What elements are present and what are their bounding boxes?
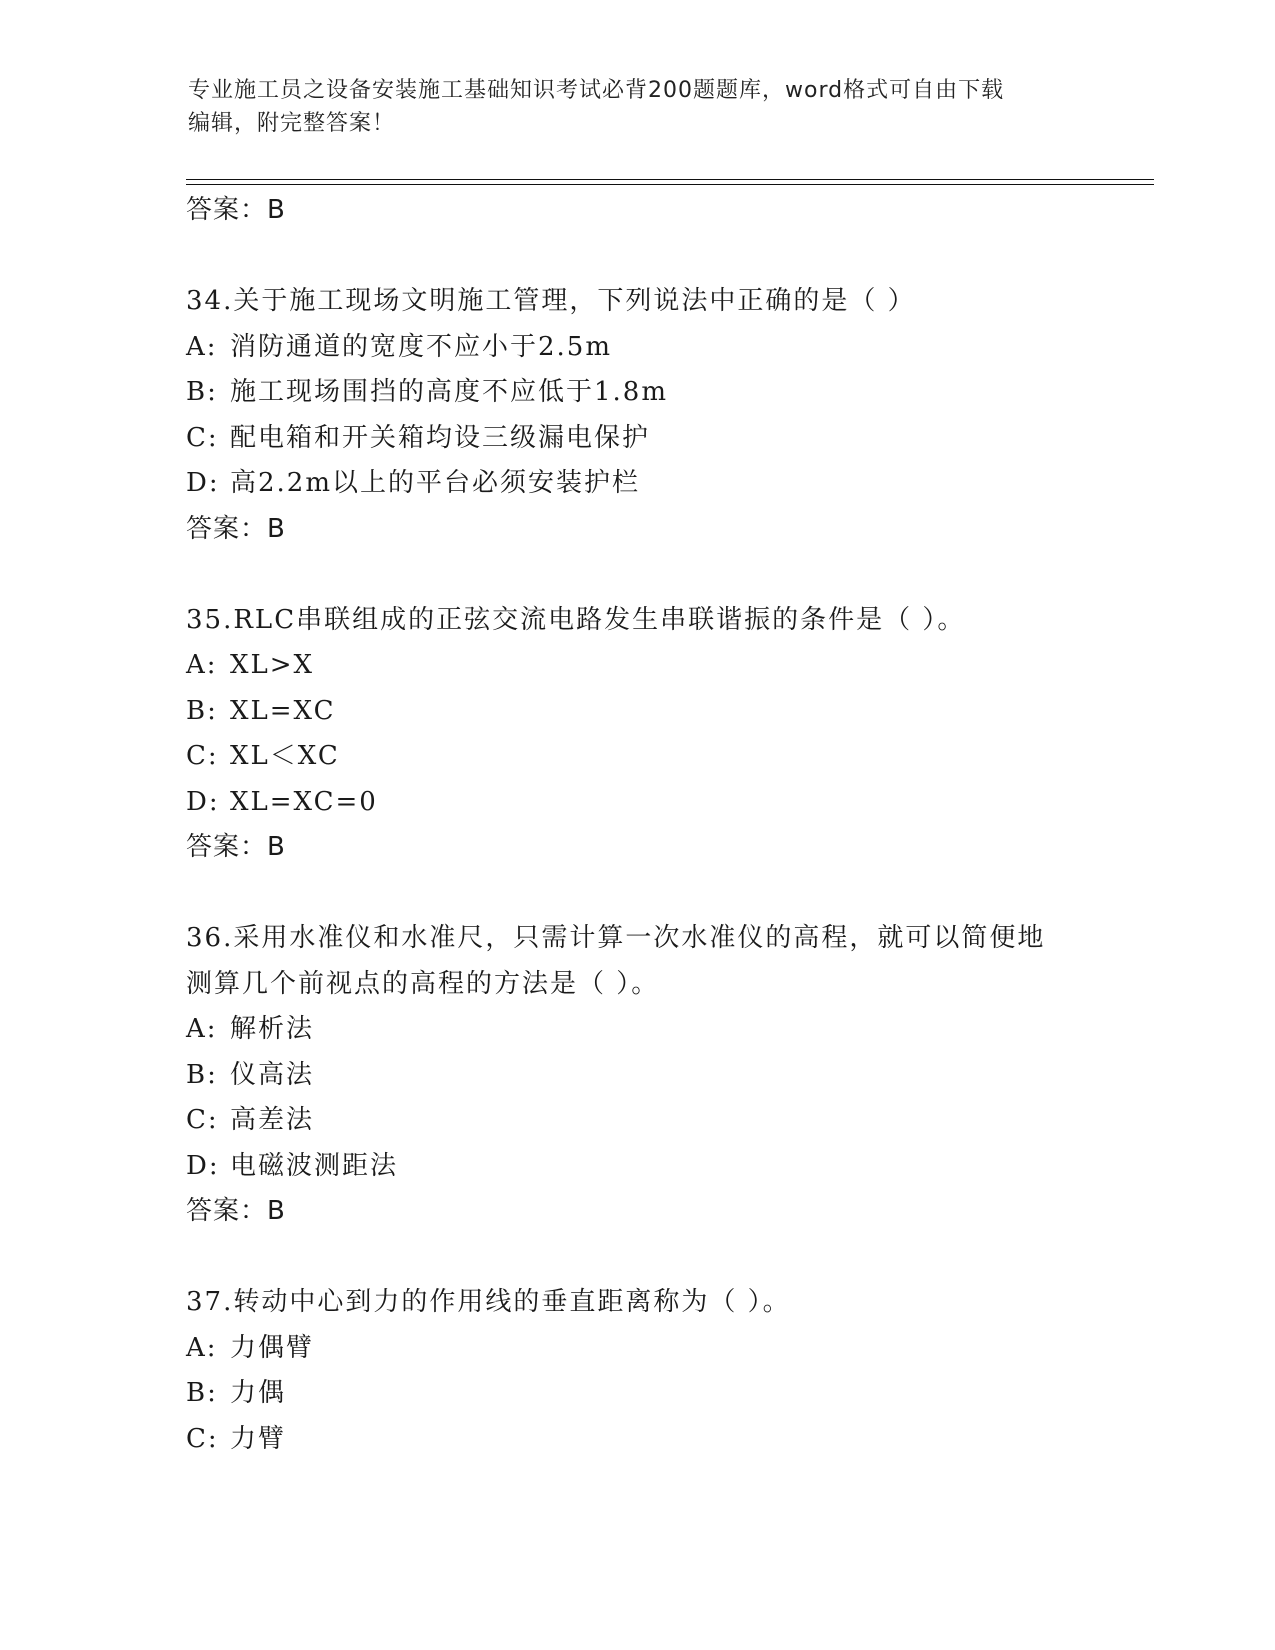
answer-line: 答案：B bbox=[186, 832, 286, 862]
header-divider-bottom bbox=[186, 184, 1154, 185]
option-item bbox=[186, 1053, 1086, 1099]
question-stem: 测算几个前视点的高程的方法是（ ）。 bbox=[186, 968, 660, 999]
option-text: 配电箱和开关箱均设三级漏电保护 bbox=[230, 422, 651, 453]
header-line-2: 编辑，附完整答案！ bbox=[188, 111, 396, 136]
question-block bbox=[186, 916, 1086, 1235]
option-text: XL=XC bbox=[230, 695, 336, 726]
option-item bbox=[186, 461, 1086, 507]
question-list bbox=[186, 188, 1086, 1462]
option-label: A: bbox=[186, 1014, 218, 1044]
option-item bbox=[186, 643, 1086, 689]
option-text: 解析法 bbox=[230, 1014, 315, 1044]
option-item bbox=[186, 780, 1086, 826]
option-label: B: bbox=[186, 1059, 218, 1090]
option-label: B: bbox=[186, 695, 218, 726]
question-stem: 34.关于施工现场文明施工管理，下列说法中正确的是（ ） bbox=[186, 286, 916, 316]
question-stem: 35.RLC串联组成的正弦交流电路发生串联谐振的条件是（ ）。 bbox=[186, 604, 966, 635]
option-text: XL>X bbox=[230, 650, 315, 680]
option-label: C: bbox=[186, 741, 219, 771]
question-stem: 37.转动中心到力的作用线的垂直距离称为（ ）。 bbox=[186, 1287, 791, 1317]
option-item bbox=[186, 689, 1086, 735]
question-block bbox=[186, 1280, 1086, 1462]
question-block bbox=[186, 279, 1086, 552]
option-item bbox=[186, 1371, 1086, 1417]
option-label: B: bbox=[186, 1378, 218, 1408]
option-text: 高差法 bbox=[230, 1105, 315, 1135]
option-item bbox=[186, 416, 1086, 462]
option-text: 力臂 bbox=[230, 1423, 287, 1454]
option-label: D: bbox=[186, 468, 220, 498]
option-text: XL=XC=0 bbox=[230, 786, 378, 817]
option-text: 力偶臂 bbox=[230, 1332, 315, 1363]
option-text: 仪高法 bbox=[230, 1059, 315, 1090]
question-stem: 36.采用水准仪和水准尺，只需计算一次水准仪的高程，就可以简便地 bbox=[186, 923, 1046, 953]
option-text: 力偶 bbox=[230, 1378, 287, 1408]
option-item bbox=[186, 1417, 1086, 1463]
option-label: D: bbox=[186, 1150, 220, 1181]
option-text: 消防通道的宽度不应小于2.5m bbox=[230, 331, 613, 362]
option-text: XL＜XC bbox=[230, 741, 340, 771]
option-label: C: bbox=[186, 422, 219, 453]
option-label: A: bbox=[186, 650, 218, 680]
option-item bbox=[186, 1144, 1086, 1190]
answer-line: 答案：B bbox=[186, 1196, 286, 1226]
option-text: 高2.2m以上的平台必须安装护栏 bbox=[230, 468, 641, 498]
document-header bbox=[188, 74, 1068, 140]
option-item bbox=[186, 1007, 1086, 1053]
header-divider-top bbox=[186, 179, 1154, 180]
option-label: D: bbox=[186, 786, 220, 817]
option-text: 电磁波测距法 bbox=[230, 1150, 399, 1181]
option-label: C: bbox=[186, 1105, 219, 1135]
option-item bbox=[186, 1326, 1086, 1372]
answer-line: 答案：B bbox=[186, 513, 286, 544]
option-item bbox=[186, 325, 1086, 371]
option-label: A: bbox=[186, 331, 218, 362]
option-text: 施工现场围挡的高度不应低于1.8m bbox=[230, 377, 669, 407]
answer-line: 答案：B bbox=[186, 195, 286, 225]
option-label: A: bbox=[186, 1332, 218, 1363]
option-label: B: bbox=[186, 377, 218, 407]
question-block bbox=[186, 598, 1086, 871]
header-line-1: 专业施工员之设备安装施工基础知识考试必背200题题库，word格式可自由下载 bbox=[188, 78, 1005, 103]
option-item bbox=[186, 734, 1086, 780]
option-label: C: bbox=[186, 1423, 219, 1454]
option-item bbox=[186, 1098, 1086, 1144]
option-item bbox=[186, 370, 1086, 416]
